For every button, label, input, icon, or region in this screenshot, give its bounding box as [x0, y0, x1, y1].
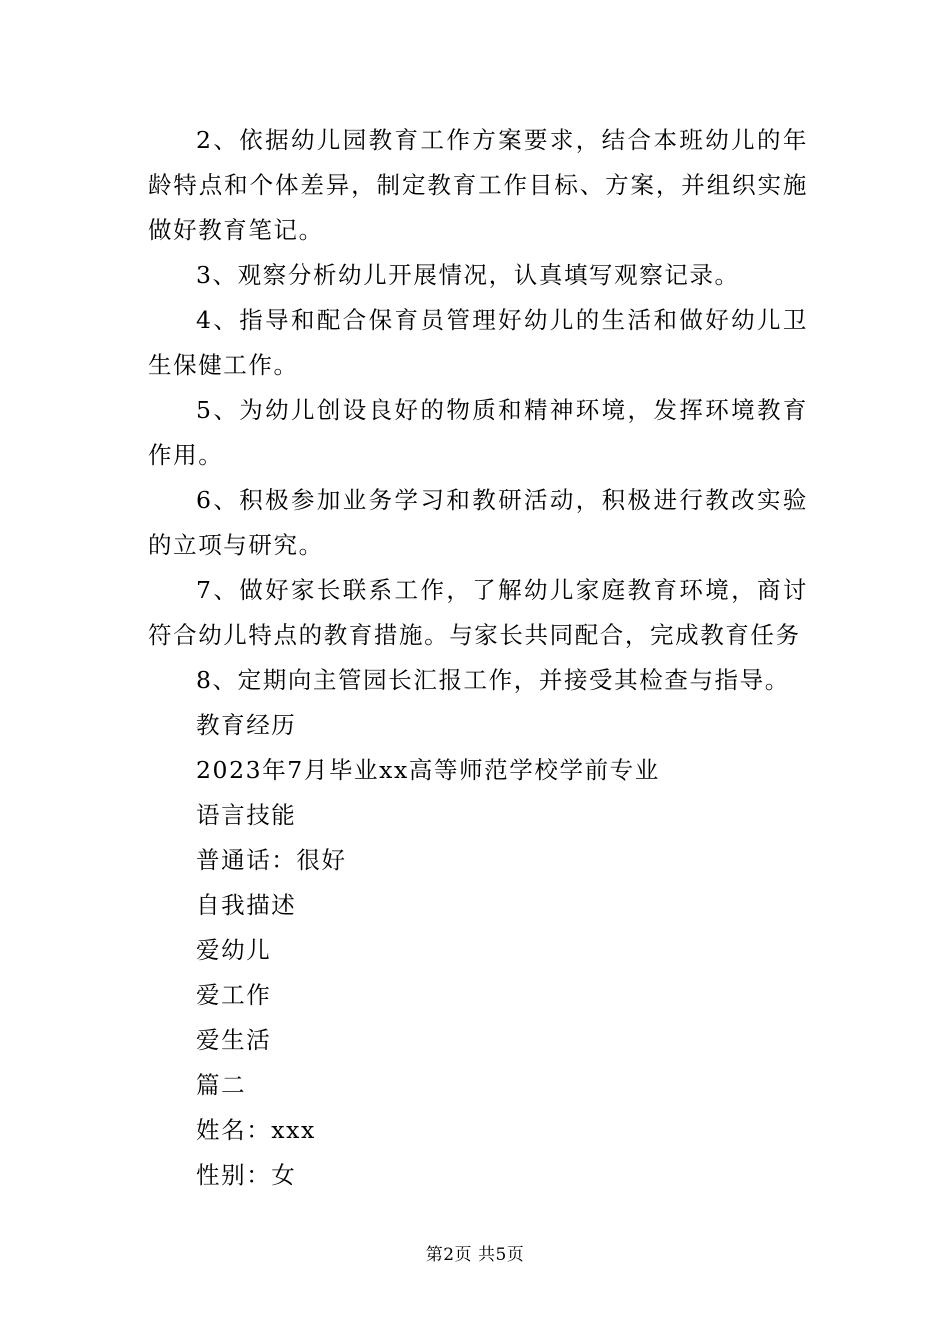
education-entry: 2023年7月毕业xx高等师范学校学前专业: [196, 756, 660, 784]
gender-field: 性别：女: [196, 1161, 297, 1189]
self-description-item: 爱工作: [196, 981, 272, 1009]
duty-item-8: 8、定期向主管园长汇报工作，并接受其检查与指导。: [196, 666, 790, 694]
section-heading-education: 教育经历: [196, 711, 297, 739]
duty-item-7: 7、做好家长联系工作，了解幼儿家庭教育环境，商讨符合幼儿特点的教育措施。与家长共同配合，完成教育任务: [148, 576, 808, 649]
duty-item-2: 2、依据幼儿园教育工作方案要求，结合本班幼儿的年龄特点和个体差异，制定教育工作目标、方案，并组织实施做好教育笔记。: [148, 126, 808, 244]
section-heading-part-two: 篇二: [196, 1071, 247, 1099]
self-description-item: 爱生活: [196, 1026, 272, 1054]
page-number-footer: 第2页 共5页: [425, 1245, 525, 1265]
section-heading-language: 语言技能: [196, 801, 297, 829]
duty-item-6: 6、积极参加业务学习和教研活动，积极进行教改实验的立项与研究。: [148, 486, 808, 559]
duty-item-4: 4、指导和配合保育员管理好幼儿的生活和做好幼儿卫生保健工作。: [148, 306, 808, 379]
self-description-item: 爱幼儿: [196, 936, 272, 964]
duty-item-3: 3、观察分析幼儿开展情况，认真填写观察记录。: [196, 261, 740, 289]
language-skill-entry: 普通话：很好: [196, 846, 347, 874]
name-field: 姓名：xxx: [196, 1116, 316, 1144]
section-heading-self-description: 自我描述: [196, 891, 297, 919]
document-body: [148, 118, 808, 1198]
duty-item-5: 5、为幼儿创设良好的物质和精神环境，发挥环境教育作用。: [148, 396, 808, 469]
